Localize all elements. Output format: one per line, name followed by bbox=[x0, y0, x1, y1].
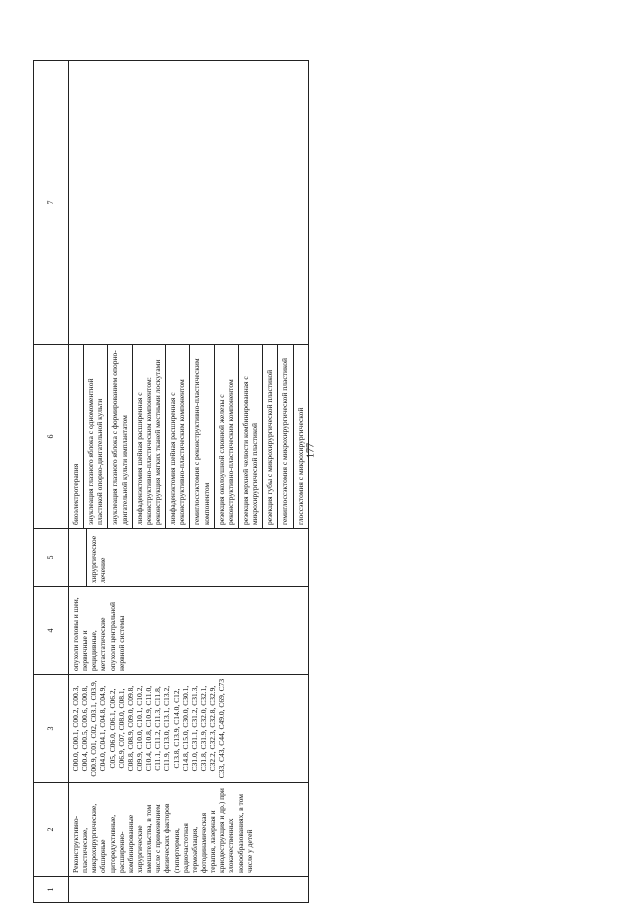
treatment-spacer bbox=[69, 529, 87, 586]
method-item: лимфаденэктомия шейная расширенная с реконструктивно-пластическим компонентом: реконструкция мягких тканей местными лоскутами bbox=[133, 345, 166, 528]
method-item: биоэлектротерапия bbox=[69, 345, 84, 528]
column-number-row bbox=[34, 61, 69, 903]
diagnosis-text: опухоли головы и шеи, первичные и рецидивные, метастатические опухоли центральной нервной системы bbox=[71, 597, 126, 671]
cost-cell bbox=[69, 61, 309, 345]
column-number: 4 bbox=[34, 587, 69, 675]
column-number: 6 bbox=[34, 345, 69, 529]
icd-codes-cell: C00.0, C00.1, C00.2, C00.3, C00.4, C00.5, C00.6, C00.8, C00.9, C01, C02, C03.1, C03.9, C04.0, C04.1, C04.8, C04.9, C05, C06.0, C06.1, C06.2, C06.9, C07, C08.0, C08.1, C08.8, C08.9, C09.0, C09.8, C09.9, C10.0, C10.1, C10.2, C10.4, C10.8, C10.9, C11.0, C11.1, C11.2, C11.3, C11.8, C11.9, C13.0, C13.1, C13.2, C13.8, C13.9, C14.0, C12, C14.8, C15.0, C30.0, C30.1, C31.0, C31.1, C31.2, C31.3, C31.8, C31.9, C32.0, C32.1, C32.2, C32.3, C32.8, C32.9, C33, C43, C44, C49.0, C69, C73 bbox=[69, 675, 309, 783]
page-number: 177 bbox=[305, 443, 317, 458]
column-number: 1 bbox=[34, 877, 69, 903]
method-item: глоссэктомия с микрохирургической bbox=[295, 407, 305, 525]
procedures-table bbox=[33, 60, 309, 903]
column-number: 3 bbox=[34, 675, 69, 783]
rotated-table-container bbox=[33, 61, 543, 903]
method-item: лимфаденэктомия шейная расширенная с реконструктивно-пластическим компонентом bbox=[166, 345, 190, 528]
method-item: энуклеация глазного яблока с одномоментной пластикой опорно-двигательной культи bbox=[84, 345, 108, 528]
methods-cell bbox=[69, 345, 309, 529]
method-item: энуклеация глазного яблока с формированием опорно-двигательной культи имплантатом bbox=[108, 345, 132, 528]
method-item: гемиглоссэктомия с микрохирургической пластикой bbox=[278, 345, 293, 528]
treatment-type-cell bbox=[69, 529, 309, 587]
diagnosis-cell bbox=[69, 587, 309, 675]
method-item: гемиглоссэктомия с реконструктивно-пластическим компонентом bbox=[190, 345, 214, 528]
column-number: 5 bbox=[34, 529, 69, 587]
treatment-text: хирургическое лечение bbox=[89, 535, 108, 583]
column-number: 2 bbox=[34, 783, 69, 877]
intervention-type-cell: Реконструктивно-пластические, микрохирургические, обширные циторедуктивные, расширенно-комбинированные хирургические вмешательства, в том числе с применением физических факторов (гипертермия, радиочастотная термоаблация, фотодинамическая терапия, лазерная и криодеструкция и др.) при злокачественных новообразованиях, в том числе у детей bbox=[69, 783, 309, 877]
method-item: резекция околоушной слюнной железы с реконструктивно-пластическим компонентом bbox=[215, 345, 239, 528]
method-item: резекция верхней челюсти комбинированная с микрохирургической пластикой bbox=[239, 345, 263, 528]
table-row bbox=[69, 61, 309, 903]
column-number: 7 bbox=[34, 61, 69, 345]
method-item: резекция губы с микрохирургической пластикой bbox=[263, 345, 278, 528]
row-number-cell bbox=[69, 877, 309, 903]
